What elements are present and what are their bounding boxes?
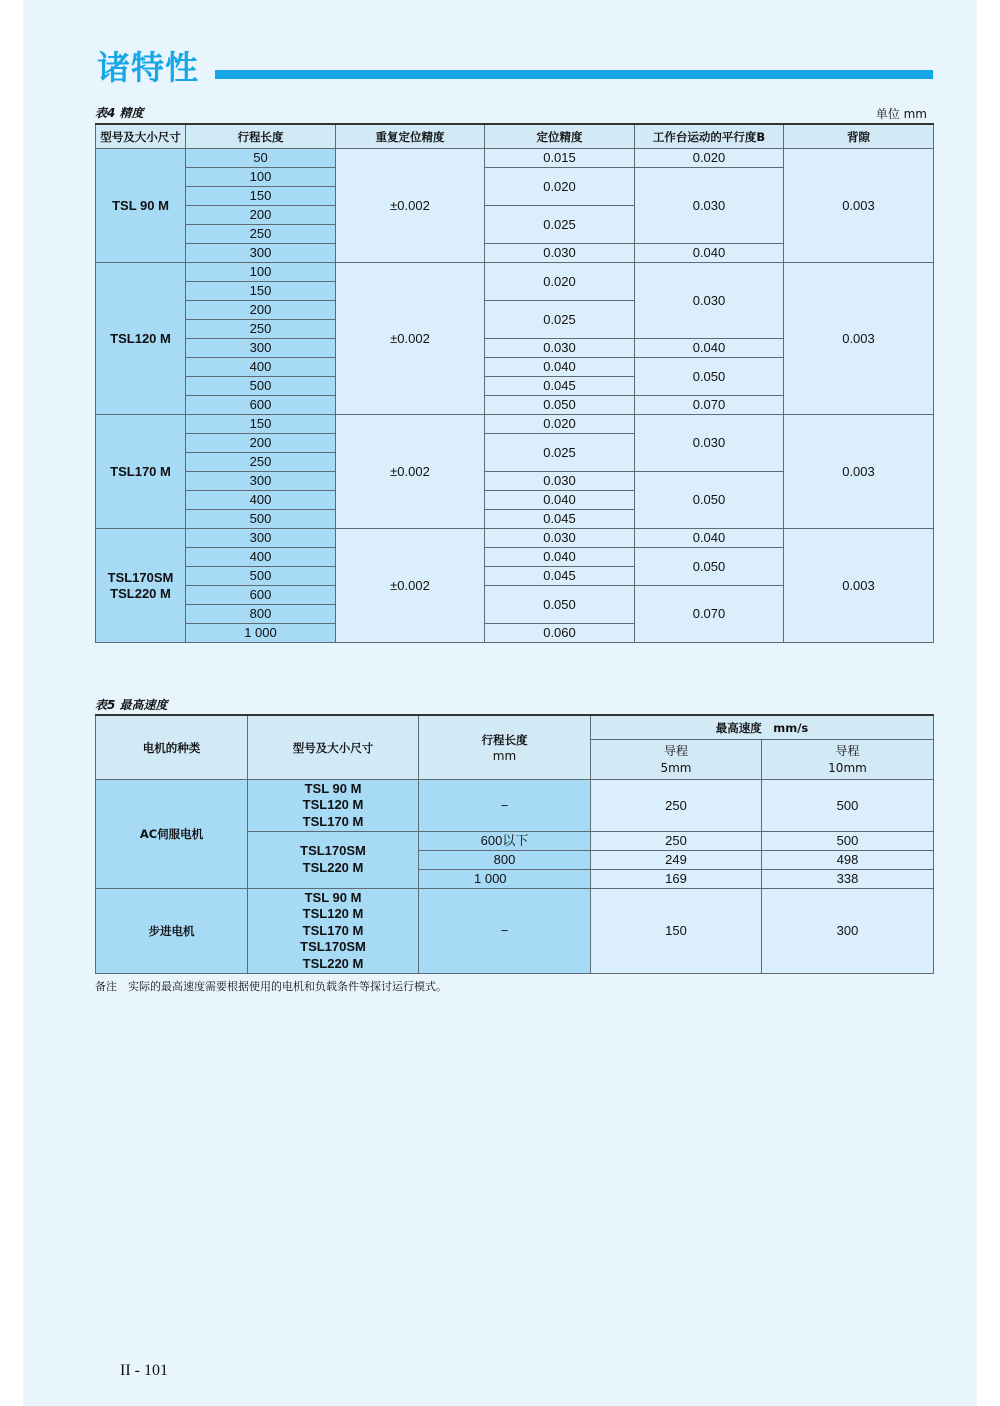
col-lead-5: 导程 5mm [591, 740, 762, 780]
backlash-cell: 0.003 [784, 149, 934, 263]
parallelism-cell: 0.040 [635, 529, 784, 548]
repeat-cell: ±0.002 [336, 263, 485, 415]
parallelism-cell: 0.030 [635, 168, 784, 244]
table5-caption: 表5 最高速度 [95, 698, 168, 712]
table-row [96, 889, 934, 974]
positioning-cell: 0.030 [485, 472, 635, 491]
col-parallelism: 工作台运动的平行度B [635, 124, 784, 149]
positioning-cell: 0.050 [485, 396, 635, 415]
stroke-cell: 150 [186, 415, 336, 434]
parallelism-cell: 0.070 [635, 586, 784, 643]
parallelism-cell: 0.050 [635, 472, 784, 529]
stroke-cell: 200 [186, 206, 336, 225]
col-repeat: 重复定位精度 [336, 124, 485, 149]
backlash-cell: 0.003 [784, 415, 934, 529]
stroke-cell: 200 [186, 434, 336, 453]
col-model: 型号及大小尺寸 [248, 715, 419, 780]
stroke-cell: 300 [186, 529, 336, 548]
stroke-cell: 1 000 [186, 624, 336, 643]
positioning-cell: 0.025 [485, 206, 635, 244]
speed-cell: 169 [591, 870, 762, 889]
positioning-cell: 0.050 [485, 586, 635, 624]
model-cell: TSL170 M [96, 415, 186, 529]
stroke-cell: 50 [186, 149, 336, 168]
table-row [96, 263, 934, 282]
parallelism-cell: 0.040 [635, 339, 784, 358]
positioning-cell: 0.045 [485, 377, 635, 396]
table-header-row [96, 124, 934, 149]
model-cell: TSL 90 M TSL120 M TSL170 M [248, 780, 419, 832]
stroke-cell: 800 [419, 851, 591, 870]
repeat-cell: ±0.002 [336, 415, 485, 529]
speed-cell: 150 [591, 889, 762, 974]
positioning-cell: 0.020 [485, 415, 635, 434]
stroke-cell: 600以下 [419, 832, 591, 851]
positioning-cell: 0.030 [485, 529, 635, 548]
col-model: 型号及大小尺寸 [96, 124, 186, 149]
parallelism-cell: 0.020 [635, 149, 784, 168]
motor-cell: 步进电机 [96, 889, 248, 974]
page-title: 诸特性 [97, 48, 199, 87]
stroke-cell: 300 [186, 244, 336, 263]
backlash-cell: 0.003 [784, 529, 934, 643]
table4-unit: 单位 mm [875, 107, 927, 121]
repeat-cell: ±0.002 [336, 149, 485, 263]
positioning-cell: 0.060 [485, 624, 635, 643]
stroke-cell: 400 [186, 548, 336, 567]
stroke-cell: 500 [186, 567, 336, 586]
model-cell: TSL120 M [96, 263, 186, 415]
stroke-cell: 100 [186, 263, 336, 282]
table-row [96, 780, 934, 832]
col-stroke: 行程长度 [186, 124, 336, 149]
stroke-cell: 300 [186, 472, 336, 491]
stroke-cell: 800 [186, 605, 336, 624]
col-stroke: 行程长度 mm [419, 715, 591, 780]
stroke-cell: 500 [186, 377, 336, 396]
accuracy-table [95, 123, 934, 643]
speed-cell: 249 [591, 851, 762, 870]
stroke-cell: 600 [186, 586, 336, 605]
stroke-cell: 150 [186, 282, 336, 301]
col-lead-10: 导程 10mm [762, 740, 934, 780]
table-header-row [96, 715, 934, 740]
title-bar [215, 70, 933, 79]
page-number: II - 101 [120, 1362, 168, 1379]
positioning-cell: 0.040 [485, 548, 635, 567]
table-row [96, 149, 934, 168]
stroke-cell: 600 [186, 396, 336, 415]
footnote: 备注 实际的最高速度需要根据使用的电机和负载条件等探讨运行模式。 [95, 980, 447, 993]
speed-cell: 500 [762, 780, 934, 832]
max-speed-table [95, 714, 934, 974]
stroke-cell: 300 [186, 339, 336, 358]
positioning-cell: 0.040 [485, 491, 635, 510]
stroke-cell: 1 000 [419, 870, 591, 889]
table4-caption: 表4 精度 [95, 106, 144, 120]
speed-cell: 250 [591, 780, 762, 832]
parallelism-cell: 0.050 [635, 358, 784, 396]
positioning-cell: 0.045 [485, 567, 635, 586]
col-max-speed: 最高速度 mm/s [591, 715, 934, 740]
model-cell: TSL170SM TSL220 M [96, 529, 186, 643]
stroke-cell: 250 [186, 225, 336, 244]
stroke-cell: 150 [186, 187, 336, 206]
model-cell: TSL 90 M TSL120 M TSL170 M TSL170SM TSL220 M [248, 889, 419, 974]
stroke-cell: 400 [186, 491, 336, 510]
table-row [96, 529, 934, 548]
speed-cell: 498 [762, 851, 934, 870]
positioning-cell: 0.015 [485, 149, 635, 168]
motor-cell: AC伺服电机 [96, 780, 248, 889]
positioning-cell: 0.025 [485, 301, 635, 339]
stroke-cell: 100 [186, 168, 336, 187]
positioning-cell: 0.030 [485, 339, 635, 358]
speed-cell: 338 [762, 870, 934, 889]
stroke-cell: 250 [186, 320, 336, 339]
speed-cell: 500 [762, 832, 934, 851]
parallelism-cell: 0.070 [635, 396, 784, 415]
backlash-cell: 0.003 [784, 263, 934, 415]
positioning-cell: 0.045 [485, 510, 635, 529]
table-row [96, 415, 934, 434]
col-positioning: 定位精度 [485, 124, 635, 149]
repeat-cell: ±0.002 [336, 529, 485, 643]
positioning-cell: 0.030 [485, 244, 635, 263]
parallelism-cell: 0.050 [635, 548, 784, 586]
parallelism-cell: 0.030 [635, 263, 784, 339]
col-backlash: 背隙 [784, 124, 934, 149]
stroke-cell: − [419, 889, 591, 974]
model-cell: TSL170SM TSL220 M [248, 832, 419, 889]
parallelism-cell: 0.040 [635, 244, 784, 263]
model-cell: TSL 90 M [96, 149, 186, 263]
positioning-cell: 0.040 [485, 358, 635, 377]
stroke-cell: 200 [186, 301, 336, 320]
stroke-cell: 500 [186, 510, 336, 529]
stroke-cell: − [419, 780, 591, 832]
col-motor: 电机的种类 [96, 715, 248, 780]
stroke-cell: 250 [186, 453, 336, 472]
positioning-cell: 0.025 [485, 434, 635, 472]
positioning-cell: 0.020 [485, 263, 635, 301]
speed-cell: 250 [591, 832, 762, 851]
positioning-cell: 0.020 [485, 168, 635, 206]
parallelism-cell: 0.030 [635, 415, 784, 472]
stroke-cell: 400 [186, 358, 336, 377]
speed-cell: 300 [762, 889, 934, 974]
